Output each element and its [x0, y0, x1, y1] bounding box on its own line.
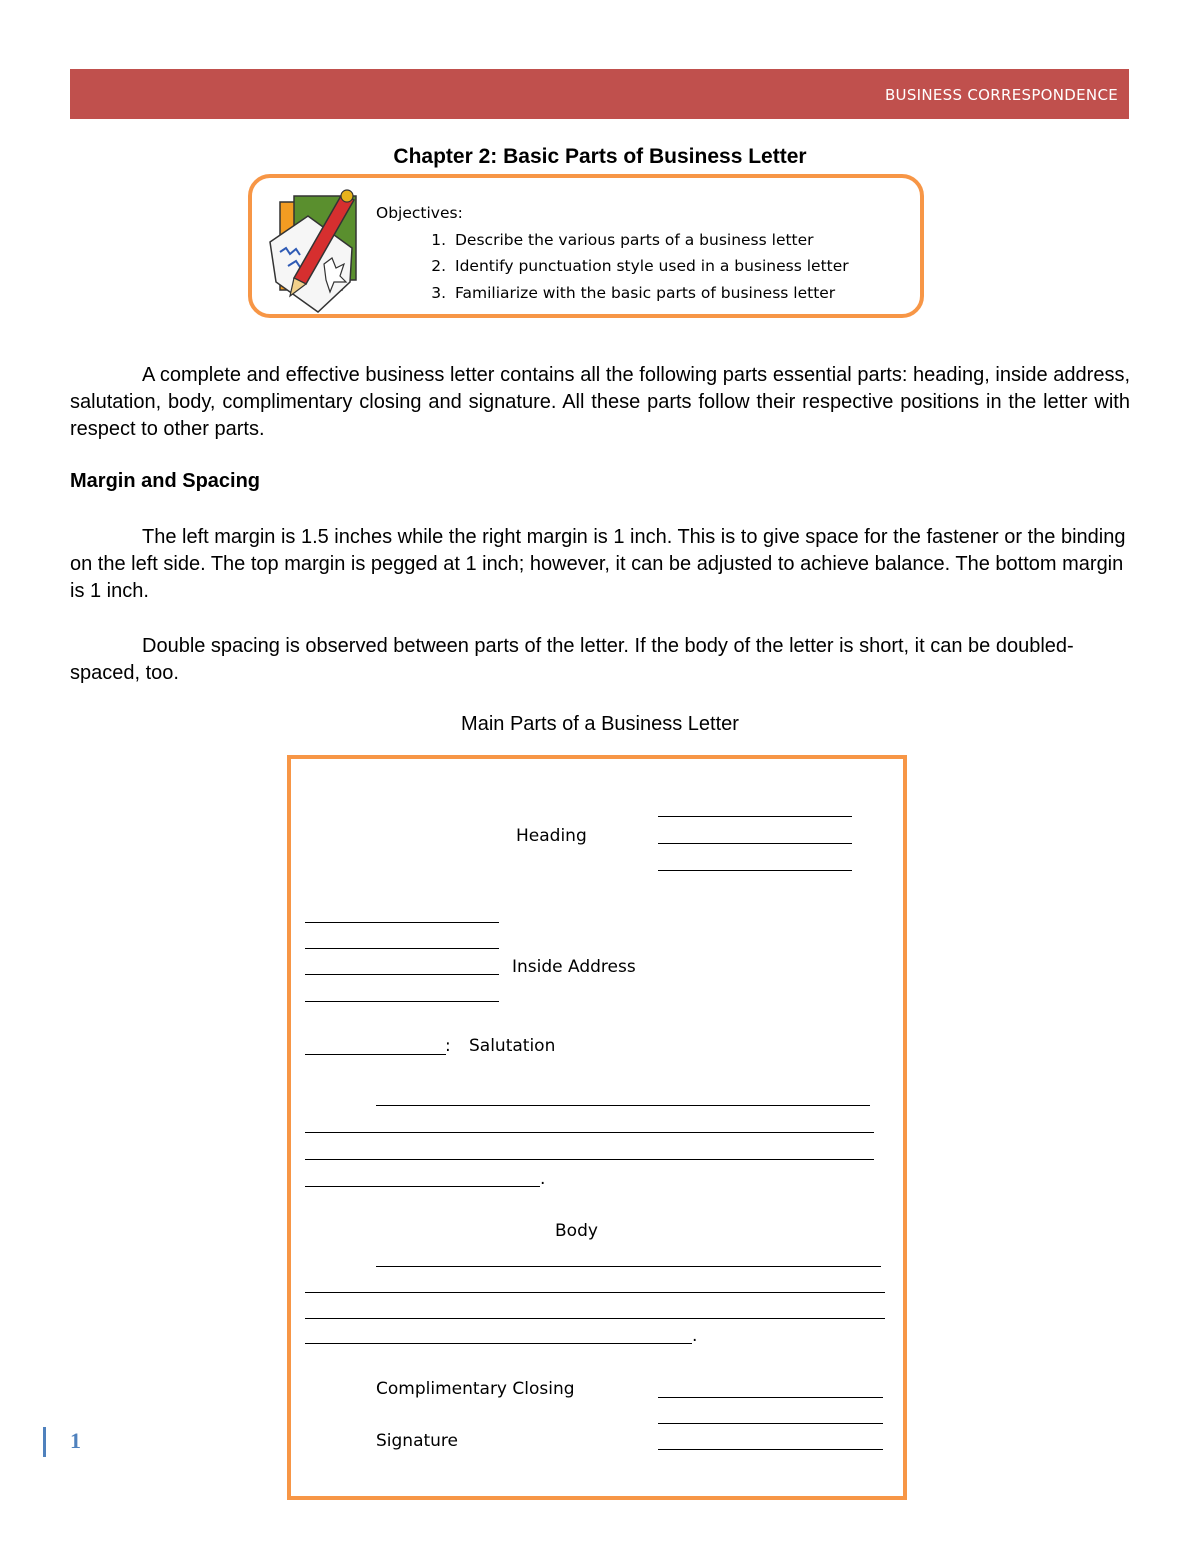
body-line: [305, 1159, 874, 1160]
inside-address-line: [305, 922, 499, 923]
objective-item: 3. Familiarize with the basic parts of business letter: [451, 280, 849, 307]
chapter-title: Chapter 2: Basic Parts of Business Letter: [393, 145, 807, 168]
salutation-line: [305, 1054, 446, 1055]
inside-address-line: [305, 1001, 499, 1002]
heading-label: Heading: [516, 826, 587, 846]
heading-line: [658, 816, 852, 817]
objectives-label: Objectives:: [376, 204, 463, 222]
section-heading-margin: Margin and Spacing: [70, 470, 261, 492]
objectives-content: [376, 200, 849, 306]
writing-document-icon: [266, 186, 358, 314]
objective-item: 1. Describe the various parts of a business letter: [451, 227, 849, 254]
body-period: .: [540, 1169, 546, 1189]
letter-diagram: [287, 755, 907, 1500]
body-line: [305, 1132, 874, 1133]
body-line: [305, 1292, 885, 1293]
salutation-label: Salutation: [469, 1036, 556, 1056]
signature-line: [658, 1449, 883, 1450]
heading-line: [658, 870, 852, 871]
objectives-list: [376, 227, 849, 307]
body-period: .: [692, 1326, 698, 1346]
salutation-colon: :: [445, 1036, 451, 1056]
signature-label: Signature: [376, 1431, 459, 1451]
page-number: 1: [70, 1428, 81, 1453]
objectives-box: [248, 174, 924, 318]
objective-item: 2. Identify punctuation style used in a business letter: [451, 253, 849, 280]
body-line: [376, 1105, 870, 1106]
spacing-paragraph: Double spacing is observed between parts of the letter. If the body of the letter is short, it can be doubled-spaced, too.: [70, 635, 1074, 684]
margin-paragraph: The left margin is 1.5 inches while the right margin is 1 inch. This is to give space for the fastener or the binding on the left side. The top margin is pegged at 1 inch; however, it can be adjusted to achieve balance. The bottom margin is 1 inch.: [70, 526, 1126, 602]
header-bar: [70, 69, 1129, 119]
intro-paragraph: A complete and effective business letter contains all the following parts essential parts: heading, inside address, salutation, body, complimentary closing and signature. All these parts follow their respective positions in the letter with respect to other parts.: [70, 364, 1130, 440]
inside-address-line: [305, 974, 499, 975]
signature-line: [658, 1423, 883, 1424]
body-line: [305, 1343, 692, 1344]
heading-line: [658, 843, 852, 844]
page-marker: [43, 1427, 46, 1457]
closing-line: [658, 1397, 883, 1398]
header-title: BUSINESS CORRESPONDENCE: [884, 86, 1118, 104]
inside-address-line: [305, 948, 499, 949]
body-line: [305, 1318, 885, 1319]
body-line: [376, 1266, 881, 1267]
complimentary-closing-label: Complimentary Closing: [376, 1379, 575, 1399]
inside-address-label: Inside Address: [512, 957, 636, 977]
body-label: Body: [555, 1221, 598, 1241]
diagram-caption: Main Parts of a Business Letter: [461, 713, 739, 735]
body-line: [305, 1186, 540, 1187]
